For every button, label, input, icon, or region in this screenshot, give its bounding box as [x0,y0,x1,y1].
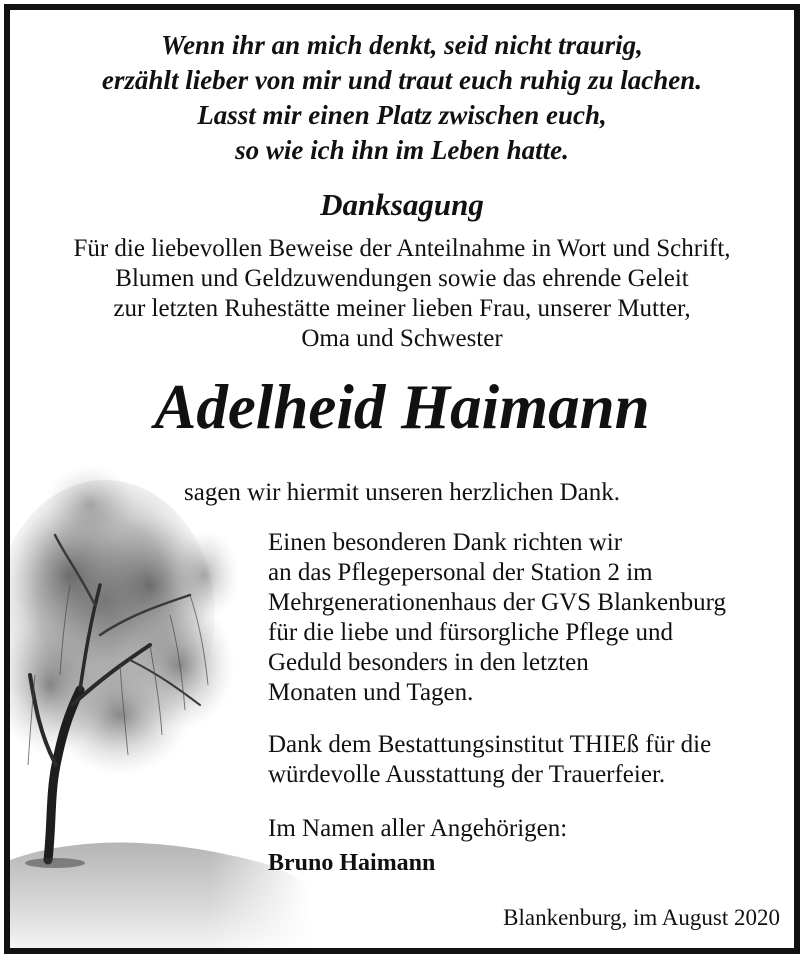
poem [10,28,794,168]
place-date: Blankenburg, im August 2020 [503,905,780,930]
special-thanks-line: für die liebe und fürsorgliche Pflege und [268,619,673,646]
poem-line: Wenn ihr an mich denkt, seid nicht traurig, [161,30,643,60]
family-label: Im Namen aller Angehörigen: [268,815,568,842]
signature: Bruno Haimann [268,850,436,876]
special-thanks-line: Mehrgenerationenhaus der GVS Blankenburg [268,589,726,616]
special-thanks-line: Einen besonderen Dank richten wir [268,529,623,556]
special-thanks-line: Monaten und Tagen. [268,679,474,706]
funeral-thanks-line: würdevolle Ausstattung der Trauerfeier. [268,761,666,788]
poem-line: Lasst mir einen Platz zwischen euch, [197,100,607,130]
special-thanks [268,528,726,708]
intro-line: Für die liebevollen Beweise der Anteilnahme in Wort und Schrift, [73,235,731,262]
tree-on-hill-image [10,465,310,948]
intro-line: Oma und Schwester [301,325,503,352]
special-thanks-line: an das Pflegepersonal der Station 2 im [268,559,653,586]
special-thanks-line: Geduld besonders in den letzten [268,649,589,676]
funeral-thanks [268,730,711,790]
heading: Danksagung [320,187,484,222]
obituary-frame [4,4,800,954]
deceased-name: Adelheid Haimann [154,372,650,442]
poem-line: erzählt lieber von mir und traut euch ruhig zu lachen. [101,65,703,95]
poem-line: so wie ich ihn im Leben hatte. [235,135,569,165]
funeral-thanks-line: Dank dem Bestattungsinstitut THIEß für die [268,731,712,758]
thanks-line: sagen wir hiermit unseren herzlichen Dank. [184,479,620,506]
intro-line: zur letzten Ruhestätte meiner lieben Frau, unserer Mutter, [113,295,691,322]
intro-line: Blumen und Geldzuwendungen sowie das ehrende Geleit [115,265,689,292]
intro-text [10,234,794,354]
